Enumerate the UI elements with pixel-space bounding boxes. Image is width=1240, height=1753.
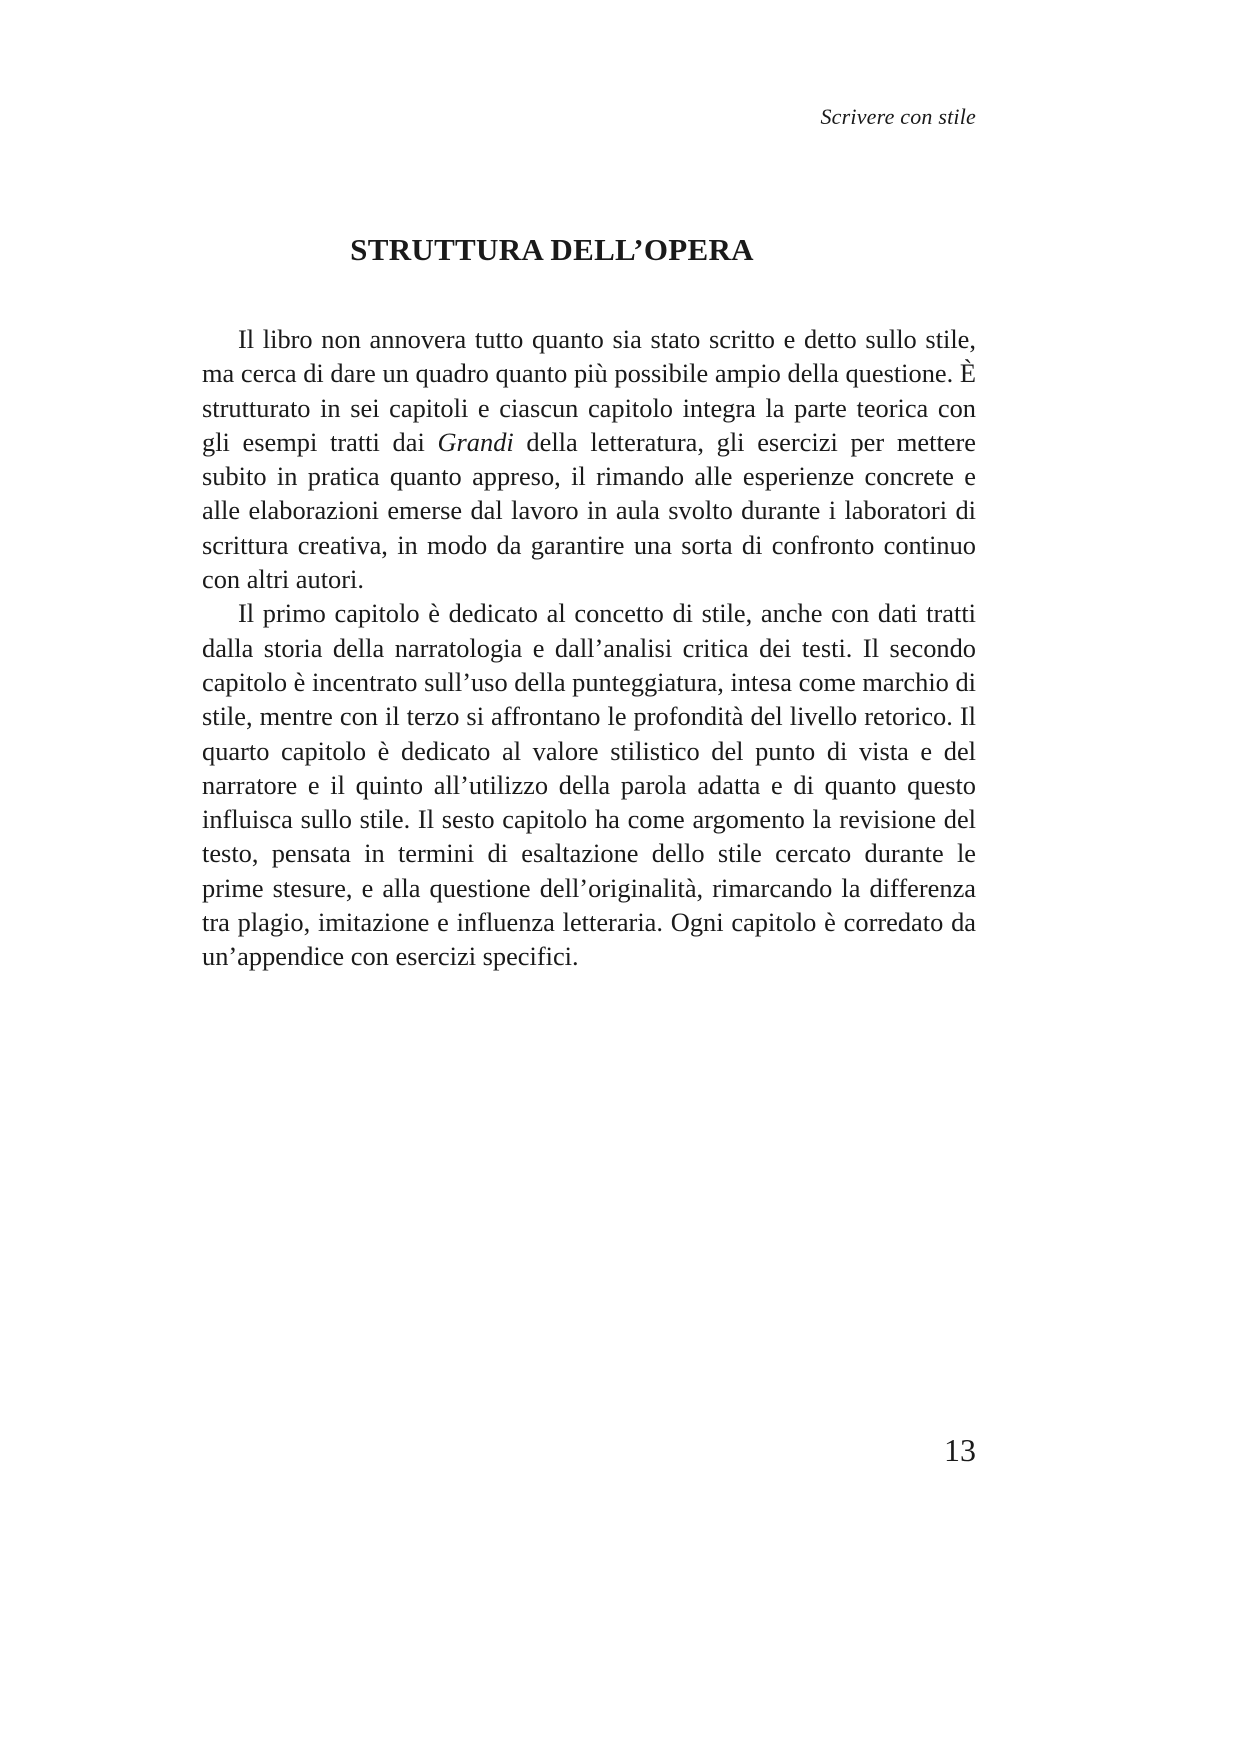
paragraph-1 (202, 322, 976, 596)
page-number: 13 (944, 1432, 976, 1468)
paragraph-1-part-1: Il libro non annovera tutto quanto sia stato scritto e detto sullo stile, ma cerca di dare un quadro quanto più possibile ampio della questione. È strutturato in sei capitoli e ciascun capitolo integra la parte teorica con gli esempi tratti dai (202, 324, 976, 457)
paragraph-1-part-2: della letteratura, gli esercizi per mettere subito in pratica quanto appreso, il rimando alle esperienze concrete e alle elaborazioni emerse dal lavoro in aula svolto durante i laboratori di scrittura creativa, in modo da garantire una sorta di confronto continuo con altri autori. (202, 426, 976, 595)
paragraph-2: Il primo capitolo è dedicato al concetto di stile, anche con dati tratti dalla storia della narratologia e dall’analisi critica dei testi. Il secondo capitolo è incentrato sull’uso della punteggiatura, intesa come marchio di stile, mentre con il terzo si affrontano le profondità del livello retorico. Il quarto capitolo è dedicato al valore stilistico del punto di vista e del narratore e il quinto all’utilizzo della parola adatta e di quanto questo influisca sullo stile. Il sesto capitolo ha come argomento la revisione del testo, pensata in termini di esaltazione dello stile cercato durante le prime stesure, e alla questione dell’originalità, rimarcando la differenza tra plagio, imitazione e influenza letteraria. Ogni capitolo è corredato da un’appendice con esercizi specifici. (202, 598, 976, 972)
paragraph-1-emphasis: Grandi (437, 426, 514, 457)
section-title: STRUTTURA DELL’OPERA (350, 232, 754, 267)
running-header: Scrivere con stile (820, 104, 976, 129)
body-text (202, 322, 976, 974)
